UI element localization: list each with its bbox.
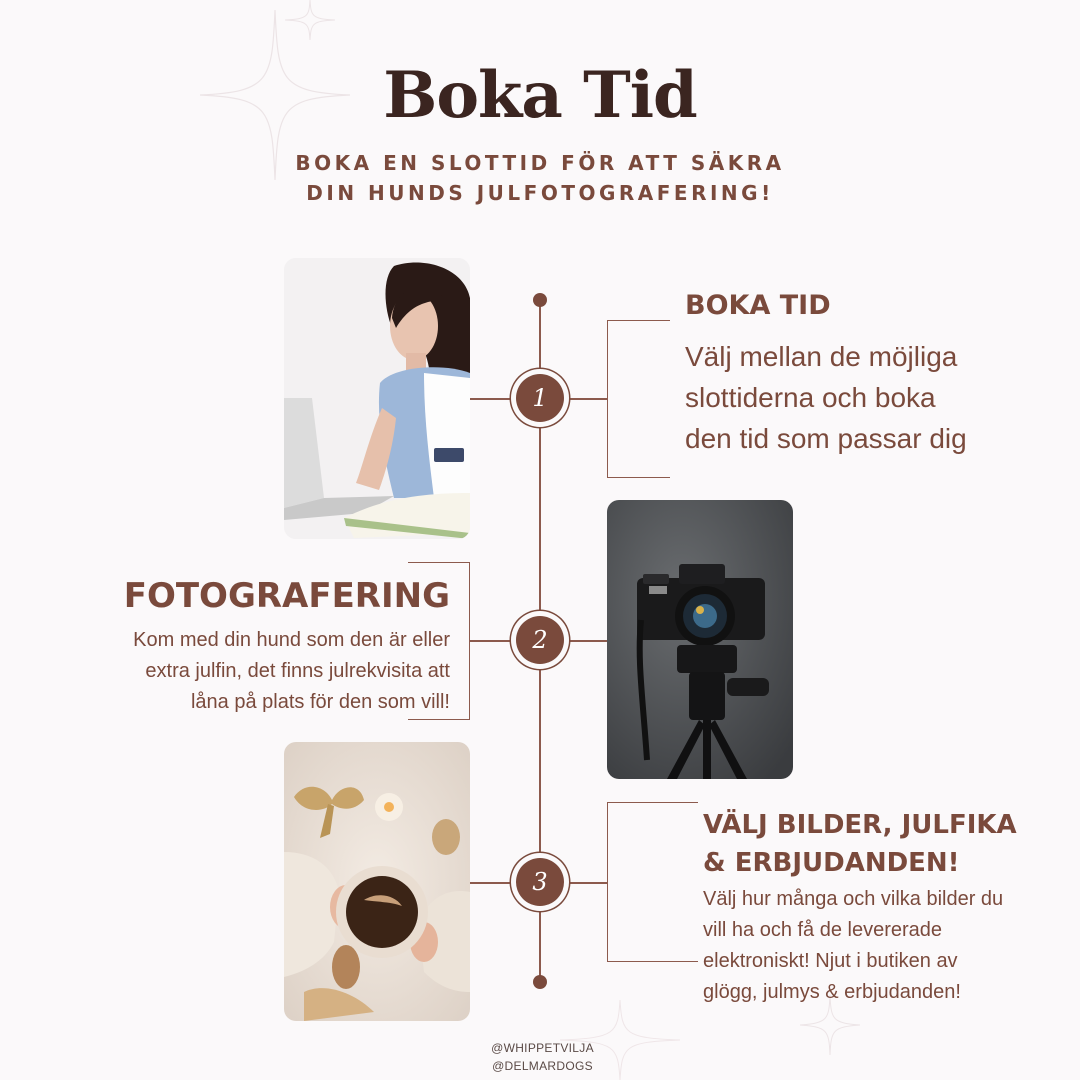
- step-3-heading-line: VÄLJ BILDER, JULFIKA: [703, 810, 1017, 840]
- page-title: Boka Tid: [383, 58, 697, 133]
- instagram-handle-1: @WHIPPETVILJA: [491, 1041, 594, 1055]
- timeline-end-dot: [533, 975, 547, 989]
- step-1-heading: BOKA TID: [685, 290, 831, 321]
- step-1-number: 1: [516, 374, 564, 422]
- photo-camera-tripod: [607, 500, 793, 779]
- step-3-body-line: elektroniskt! Njut i butiken av: [703, 950, 958, 972]
- subtitle-line: BOKA EN SLOTTID FÖR ATT SÄKRA: [295, 151, 785, 175]
- step-3-body-line: glögg, julmys & erbjudanden!: [703, 981, 961, 1003]
- photo-woman-laptop: [284, 258, 470, 539]
- step-2-body-line: Kom med din hund som den är eller: [133, 629, 450, 651]
- step-2-body-line: extra julfin, det finns julrekvisita att: [145, 660, 450, 682]
- step-3-body-line: Välj hur många och vilka bilder du: [703, 888, 1004, 910]
- step-2-body: [40, 625, 450, 718]
- timeline-start-dot: [533, 293, 547, 307]
- subtitle-line: DIN HUNDS JULFOTOGRAFERING!: [306, 181, 774, 205]
- step-3-number: 3: [516, 858, 564, 906]
- sparkle-icon: [285, 0, 335, 40]
- step-2-number: 2: [516, 616, 564, 664]
- step-1-body-line: Välj mellan de möjliga: [685, 341, 958, 372]
- step-2-body-line: låna på plats för den som vill!: [190, 691, 450, 713]
- step-1-body-line: slottiderna och boka: [685, 382, 936, 413]
- step-1-body: [685, 336, 967, 459]
- photo-coffee-flatlay: [284, 742, 470, 1021]
- step-3-heading-line: & ERBJUDANDEN!: [703, 848, 960, 878]
- step-3-heading: [703, 806, 1017, 882]
- instagram-handle-2: @DELMARDOGS: [492, 1059, 593, 1073]
- step-3-body: [703, 884, 1003, 1008]
- step-3-body-line: vill ha och få de levererade: [703, 919, 943, 941]
- step-2-heading: FOTOGRAFERING: [123, 576, 450, 616]
- step-1-body-line: den tid som passar dig: [685, 423, 967, 454]
- step-3-bracket: [607, 802, 698, 962]
- step-1-bracket: [607, 320, 670, 478]
- page-subtitle: [0, 148, 1080, 208]
